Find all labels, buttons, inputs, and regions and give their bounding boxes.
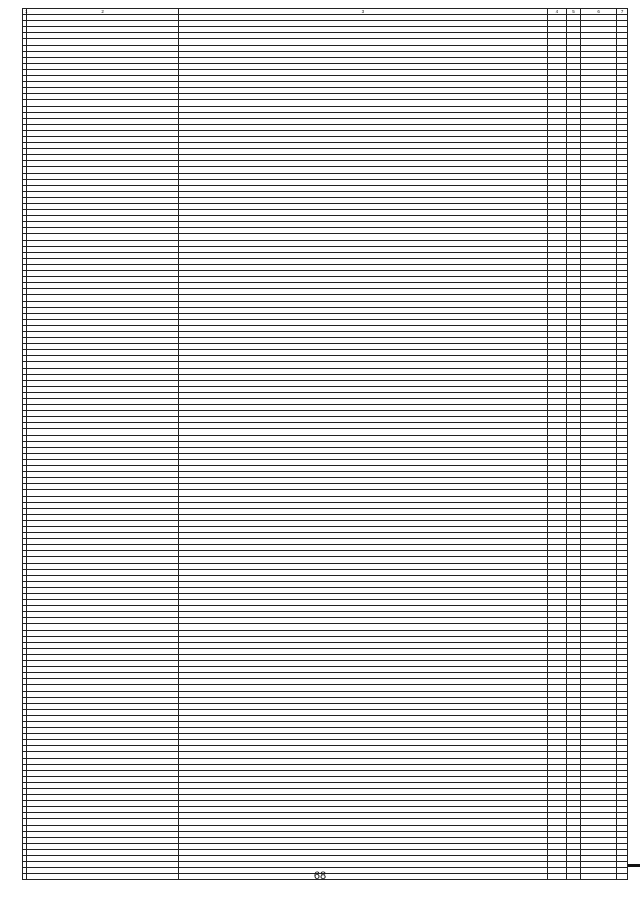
header-cell: 1	[23, 9, 27, 15]
header-cell: 7	[617, 9, 628, 15]
register-table	[22, 8, 628, 880]
header-cell: 6	[580, 9, 616, 15]
page-number: 68	[313, 870, 327, 882]
header-cell: 5	[567, 9, 581, 15]
header-cell: 3	[179, 9, 548, 15]
header-cell: 4	[547, 9, 566, 15]
table-body	[23, 15, 628, 880]
page-edge-mark	[628, 864, 640, 867]
register-table-sheet	[22, 8, 628, 870]
header-cell: 2	[27, 9, 179, 15]
